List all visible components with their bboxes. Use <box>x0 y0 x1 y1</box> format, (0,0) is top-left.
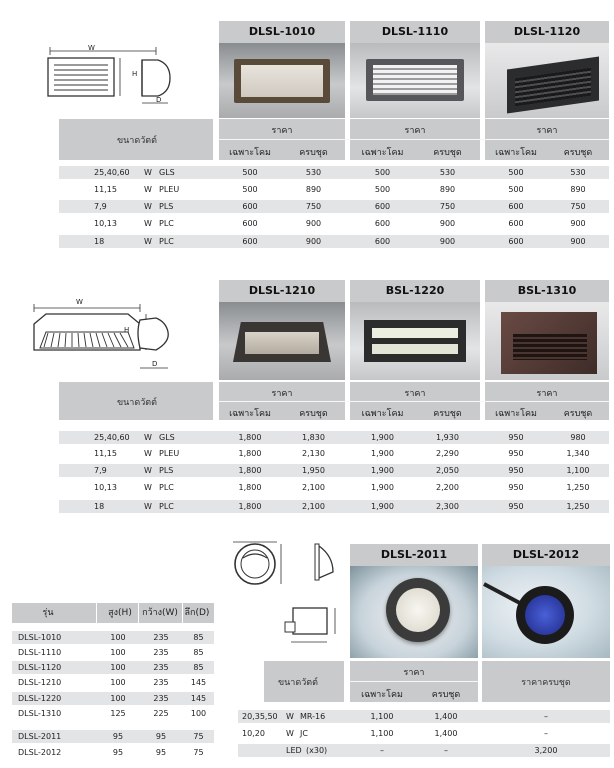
product-photo-dlsl-1110 <box>350 43 480 118</box>
price-cell: 2,200 <box>436 483 459 492</box>
price-cell: 2,290 <box>436 449 459 458</box>
price-cell: 750 <box>305 202 322 211</box>
table-row <box>59 235 609 248</box>
price-cell: 500 <box>374 185 391 194</box>
full-set-label: ครบชุด <box>431 690 461 700</box>
price-cell: 600 <box>508 219 524 228</box>
price-cell: 600 <box>508 237 524 246</box>
dimension-diagram-2 <box>28 302 188 374</box>
model-header: BSL-1310 <box>485 280 609 302</box>
watt-value: LED <box>286 746 302 755</box>
price-cell: 1,340 <box>566 449 590 458</box>
price-cell: 530 <box>439 168 456 177</box>
depth-cell: 75 <box>193 732 204 741</box>
price-cell: 1,100 <box>370 729 394 738</box>
table-row <box>59 183 609 196</box>
price-cell: 1,800 <box>238 502 262 511</box>
full-set-label: ครบชุด <box>299 148 328 158</box>
lamp-type: (x30) <box>306 746 328 755</box>
price-cell: – <box>544 712 548 721</box>
watt-header: ขนาดวัตต์ <box>117 136 157 146</box>
depth-cell: 145 <box>190 694 207 703</box>
price-cell: 1,930 <box>436 433 459 442</box>
lamp-type: PLC <box>159 237 174 246</box>
model-header: DLSL-1110 <box>350 21 480 43</box>
price-cell: 900 <box>305 237 322 246</box>
price-cell: 2,100 <box>302 483 325 492</box>
price-cell: 500 <box>242 185 258 194</box>
price-cell: 750 <box>439 202 456 211</box>
price-cell: 950 <box>508 449 524 458</box>
width-label: W <box>76 298 83 306</box>
depth-cell: 145 <box>190 678 207 687</box>
price-cell: 2,130 <box>302 449 325 458</box>
watt-header: ขนาดวัตต์ <box>117 398 157 408</box>
table-row <box>12 730 214 743</box>
price-cell: 530 <box>570 168 586 177</box>
watt-value: 18 <box>94 502 105 511</box>
watt-value: 25,40,60 <box>94 433 130 442</box>
price-cell: 1,250 <box>566 502 590 511</box>
price-cell: 2,050 <box>436 466 459 475</box>
watt-value: 10,13 <box>94 219 117 228</box>
table-row <box>12 631 214 644</box>
depth-label: D <box>156 96 162 104</box>
watt-value: 11,15 <box>94 449 117 458</box>
price-cell: 1,900 <box>371 466 394 475</box>
width-cell: 235 <box>153 678 169 687</box>
watt-header-box <box>59 382 213 420</box>
price-cell: 1,800 <box>238 466 262 475</box>
product-photo-bsl-1310 <box>485 302 609 380</box>
model-cell: DLSL-1220 <box>18 694 62 703</box>
body-only-label: เฉพาะโคม <box>495 409 537 419</box>
price-cell: 900 <box>570 219 586 228</box>
watt-value: 10,13 <box>94 483 117 492</box>
price-cell: 500 <box>508 168 524 177</box>
width-cell: 225 <box>153 709 169 718</box>
price-cell: 600 <box>242 219 258 228</box>
table-row <box>12 646 214 659</box>
model-cell: DLSL-1120 <box>18 663 62 672</box>
table-row <box>59 217 609 230</box>
full-price-header-box <box>482 661 610 702</box>
model-header: DLSL-1210 <box>219 280 345 302</box>
model-header: DLSL-1120 <box>485 21 609 43</box>
watt-unit: W <box>144 466 152 475</box>
watt-value: 11,15 <box>94 185 117 194</box>
body-only-label: เฉพาะโคม <box>229 148 271 158</box>
model-cell: DLSL-1210 <box>18 678 62 687</box>
lamp-type: PLC <box>159 483 174 492</box>
watt-unit: W <box>286 729 294 738</box>
watt-value: 7,9 <box>94 466 107 475</box>
price-cell: 1,800 <box>238 449 262 458</box>
table-row <box>12 707 214 720</box>
price-cell: 950 <box>508 433 524 442</box>
price-cell: 1,900 <box>371 483 394 492</box>
price-cell: 1,100 <box>370 712 394 721</box>
body-only-label: เฉพาะโคม <box>361 690 403 700</box>
price-cell: – <box>444 746 448 755</box>
watt-unit: W <box>144 237 152 246</box>
watt-header-box <box>59 119 213 160</box>
price-cell: 500 <box>508 185 524 194</box>
model-cell: DLSL-2011 <box>18 732 62 741</box>
lamp-type: MR-16 <box>300 712 326 721</box>
price-cell: 530 <box>305 168 322 177</box>
depth-column-header: ลึก(D) <box>184 608 210 618</box>
price-cell: 500 <box>374 168 391 177</box>
price-cell: 1,900 <box>371 502 394 511</box>
model-cell: DLSL-1310 <box>18 709 62 718</box>
price-cell: 890 <box>439 185 456 194</box>
model-header: BSL-1220 <box>350 280 480 302</box>
price-cell: 750 <box>570 202 586 211</box>
watt-unit: W <box>144 202 152 211</box>
model-cell: DLSL-2012 <box>18 748 62 757</box>
price-cell: 1,900 <box>371 449 394 458</box>
watt-unit: W <box>144 483 152 492</box>
product-photo-dlsl-1210 <box>219 302 345 380</box>
full-set-label: ครบชุด <box>563 409 593 419</box>
table-row <box>59 431 609 444</box>
full-price-header: ราคาครบชุด <box>521 678 571 688</box>
price-label: ราคา <box>271 126 293 136</box>
table-row <box>12 661 214 674</box>
product-photo-bsl-1220 <box>350 302 480 380</box>
watt-unit: W <box>144 433 152 442</box>
depth-cell: 85 <box>193 633 204 642</box>
price-cell: 1,400 <box>434 729 458 738</box>
depth-cell: 75 <box>193 748 204 757</box>
height-cell: 100 <box>110 663 126 672</box>
price-cell: – <box>544 729 548 738</box>
price-cell: 1,250 <box>566 483 590 492</box>
watt-unit: W <box>144 185 152 194</box>
width-cell: 95 <box>155 732 167 741</box>
price-label: ราคา <box>404 126 426 136</box>
body-only-label: เฉพาะโคม <box>361 148 404 158</box>
height-cell: 100 <box>110 678 126 687</box>
table-row <box>238 727 610 740</box>
table-row <box>12 746 214 759</box>
price-cell: 950 <box>508 483 524 492</box>
watt-unit: W <box>286 712 294 721</box>
price-label: ราคา <box>404 389 426 399</box>
price-cell: 2,300 <box>436 502 459 511</box>
height-label: H <box>132 70 138 78</box>
product-photo-dlsl-1010 <box>219 43 345 118</box>
watt-value: 18 <box>94 237 105 246</box>
price-cell: 1,800 <box>238 483 262 492</box>
body-only-label: เฉพาะโคม <box>361 409 404 419</box>
table-row <box>12 676 214 689</box>
table-row <box>59 464 609 477</box>
price-cell: 1,800 <box>238 433 262 442</box>
price-cell: 1,400 <box>434 712 458 721</box>
height-label: H <box>124 326 130 334</box>
width-cell: 95 <box>155 748 167 757</box>
table-row <box>238 744 610 757</box>
height-cell: 100 <box>110 694 126 703</box>
model-cell: DLSL-1110 <box>18 648 62 657</box>
width-cell: 235 <box>153 648 169 657</box>
table-row <box>238 710 610 723</box>
lamp-type: PLC <box>159 219 174 228</box>
watt-value: 25,40,60 <box>94 168 130 177</box>
price-cell: – <box>380 746 384 755</box>
width-cell: 235 <box>153 694 169 703</box>
price-cell: 600 <box>508 202 524 211</box>
model-header: DLSL-2012 <box>482 544 610 566</box>
price-cell: 2,100 <box>302 502 325 511</box>
model-header: DLSL-1010 <box>219 21 345 43</box>
model-header: DLSL-2011 <box>350 544 478 566</box>
price-cell: 950 <box>508 502 524 511</box>
watt-unit: W <box>144 502 152 511</box>
full-set-label: ครบชุด <box>433 148 462 158</box>
model-cell: DLSL-1010 <box>18 633 62 642</box>
full-set-label: ครบชุด <box>563 148 593 158</box>
watt-unit: W <box>144 219 152 228</box>
price-cell: 600 <box>374 237 391 246</box>
dimension-diagram-1 <box>38 42 186 108</box>
price-label: ราคา <box>403 668 425 678</box>
price-cell: 1,900 <box>371 433 394 442</box>
price-cell: 900 <box>439 219 456 228</box>
height-cell: 100 <box>110 648 126 657</box>
price-cell: 500 <box>242 168 258 177</box>
price-cell: 950 <box>508 466 524 475</box>
price-cell: 890 <box>305 185 322 194</box>
price-cell: 600 <box>242 237 258 246</box>
height-cell: 95 <box>112 748 124 757</box>
watt-header: ขนาดวัตต์ <box>278 678 318 688</box>
dimensions-header-row <box>12 603 214 623</box>
height-cell: 95 <box>112 732 124 741</box>
table-row <box>59 200 609 213</box>
watt-value: 7,9 <box>94 202 107 211</box>
body-only-label: เฉพาะโคม <box>495 148 537 158</box>
price-cell: 900 <box>570 237 586 246</box>
full-set-label: ครบชุด <box>433 409 462 419</box>
watt-value: 20,35,50 <box>242 712 278 721</box>
height-cell: 125 <box>110 709 126 718</box>
product-photo-dlsl-1120 <box>485 43 609 118</box>
watt-unit: W <box>144 449 152 458</box>
price-cell: 1,830 <box>302 433 325 442</box>
price-cell: 900 <box>439 237 456 246</box>
price-cell: 1,100 <box>566 466 590 475</box>
price-cell: 3,200 <box>534 746 558 755</box>
lamp-type: PLC <box>159 502 174 511</box>
table-row <box>59 500 609 513</box>
dimension-diagram-3 <box>225 538 345 656</box>
width-label: W <box>88 44 95 52</box>
lamp-type: PLS <box>159 202 174 211</box>
table-row <box>59 481 609 494</box>
lamp-type: PLS <box>159 466 174 475</box>
price-cell: 890 <box>570 185 586 194</box>
depth-label: D <box>152 360 158 368</box>
model-column-header: รุ่น <box>42 608 54 618</box>
price-label: ราคา <box>536 126 558 136</box>
price-label: ราคา <box>536 389 558 399</box>
lamp-type: PLEU <box>159 185 180 194</box>
product-photo-dlsl-2012 <box>482 566 610 658</box>
full-set-label: ครบชุด <box>299 409 328 419</box>
price-cell: 900 <box>305 219 322 228</box>
price-cell: 600 <box>374 219 391 228</box>
lamp-type: JC <box>300 729 308 738</box>
depth-cell: 85 <box>193 648 204 657</box>
price-cell: 1,950 <box>302 466 325 475</box>
width-column-header: กว้าง(W) <box>142 608 178 618</box>
lamp-type: GLS <box>159 168 175 177</box>
table-row <box>59 166 609 179</box>
depth-cell: 85 <box>193 663 204 672</box>
table-row <box>59 447 609 460</box>
body-only-label: เฉพาะโคม <box>229 409 271 419</box>
width-cell: 235 <box>153 633 169 642</box>
width-cell: 235 <box>153 663 169 672</box>
depth-cell: 100 <box>190 709 207 718</box>
product-photo-dlsl-2011 <box>350 566 478 658</box>
watt-value: 10,20 <box>242 729 265 738</box>
price-cell: 600 <box>374 202 391 211</box>
watt-header-box <box>264 661 344 702</box>
lamp-type: GLS <box>159 433 175 442</box>
watt-unit: W <box>144 168 152 177</box>
price-cell: 600 <box>242 202 258 211</box>
price-label: ราคา <box>271 389 293 399</box>
height-column-header: สูง(H) <box>108 608 132 618</box>
table-row <box>12 692 214 705</box>
height-cell: 100 <box>110 633 126 642</box>
lamp-type: PLEU <box>159 449 180 458</box>
price-cell: 980 <box>570 433 586 442</box>
